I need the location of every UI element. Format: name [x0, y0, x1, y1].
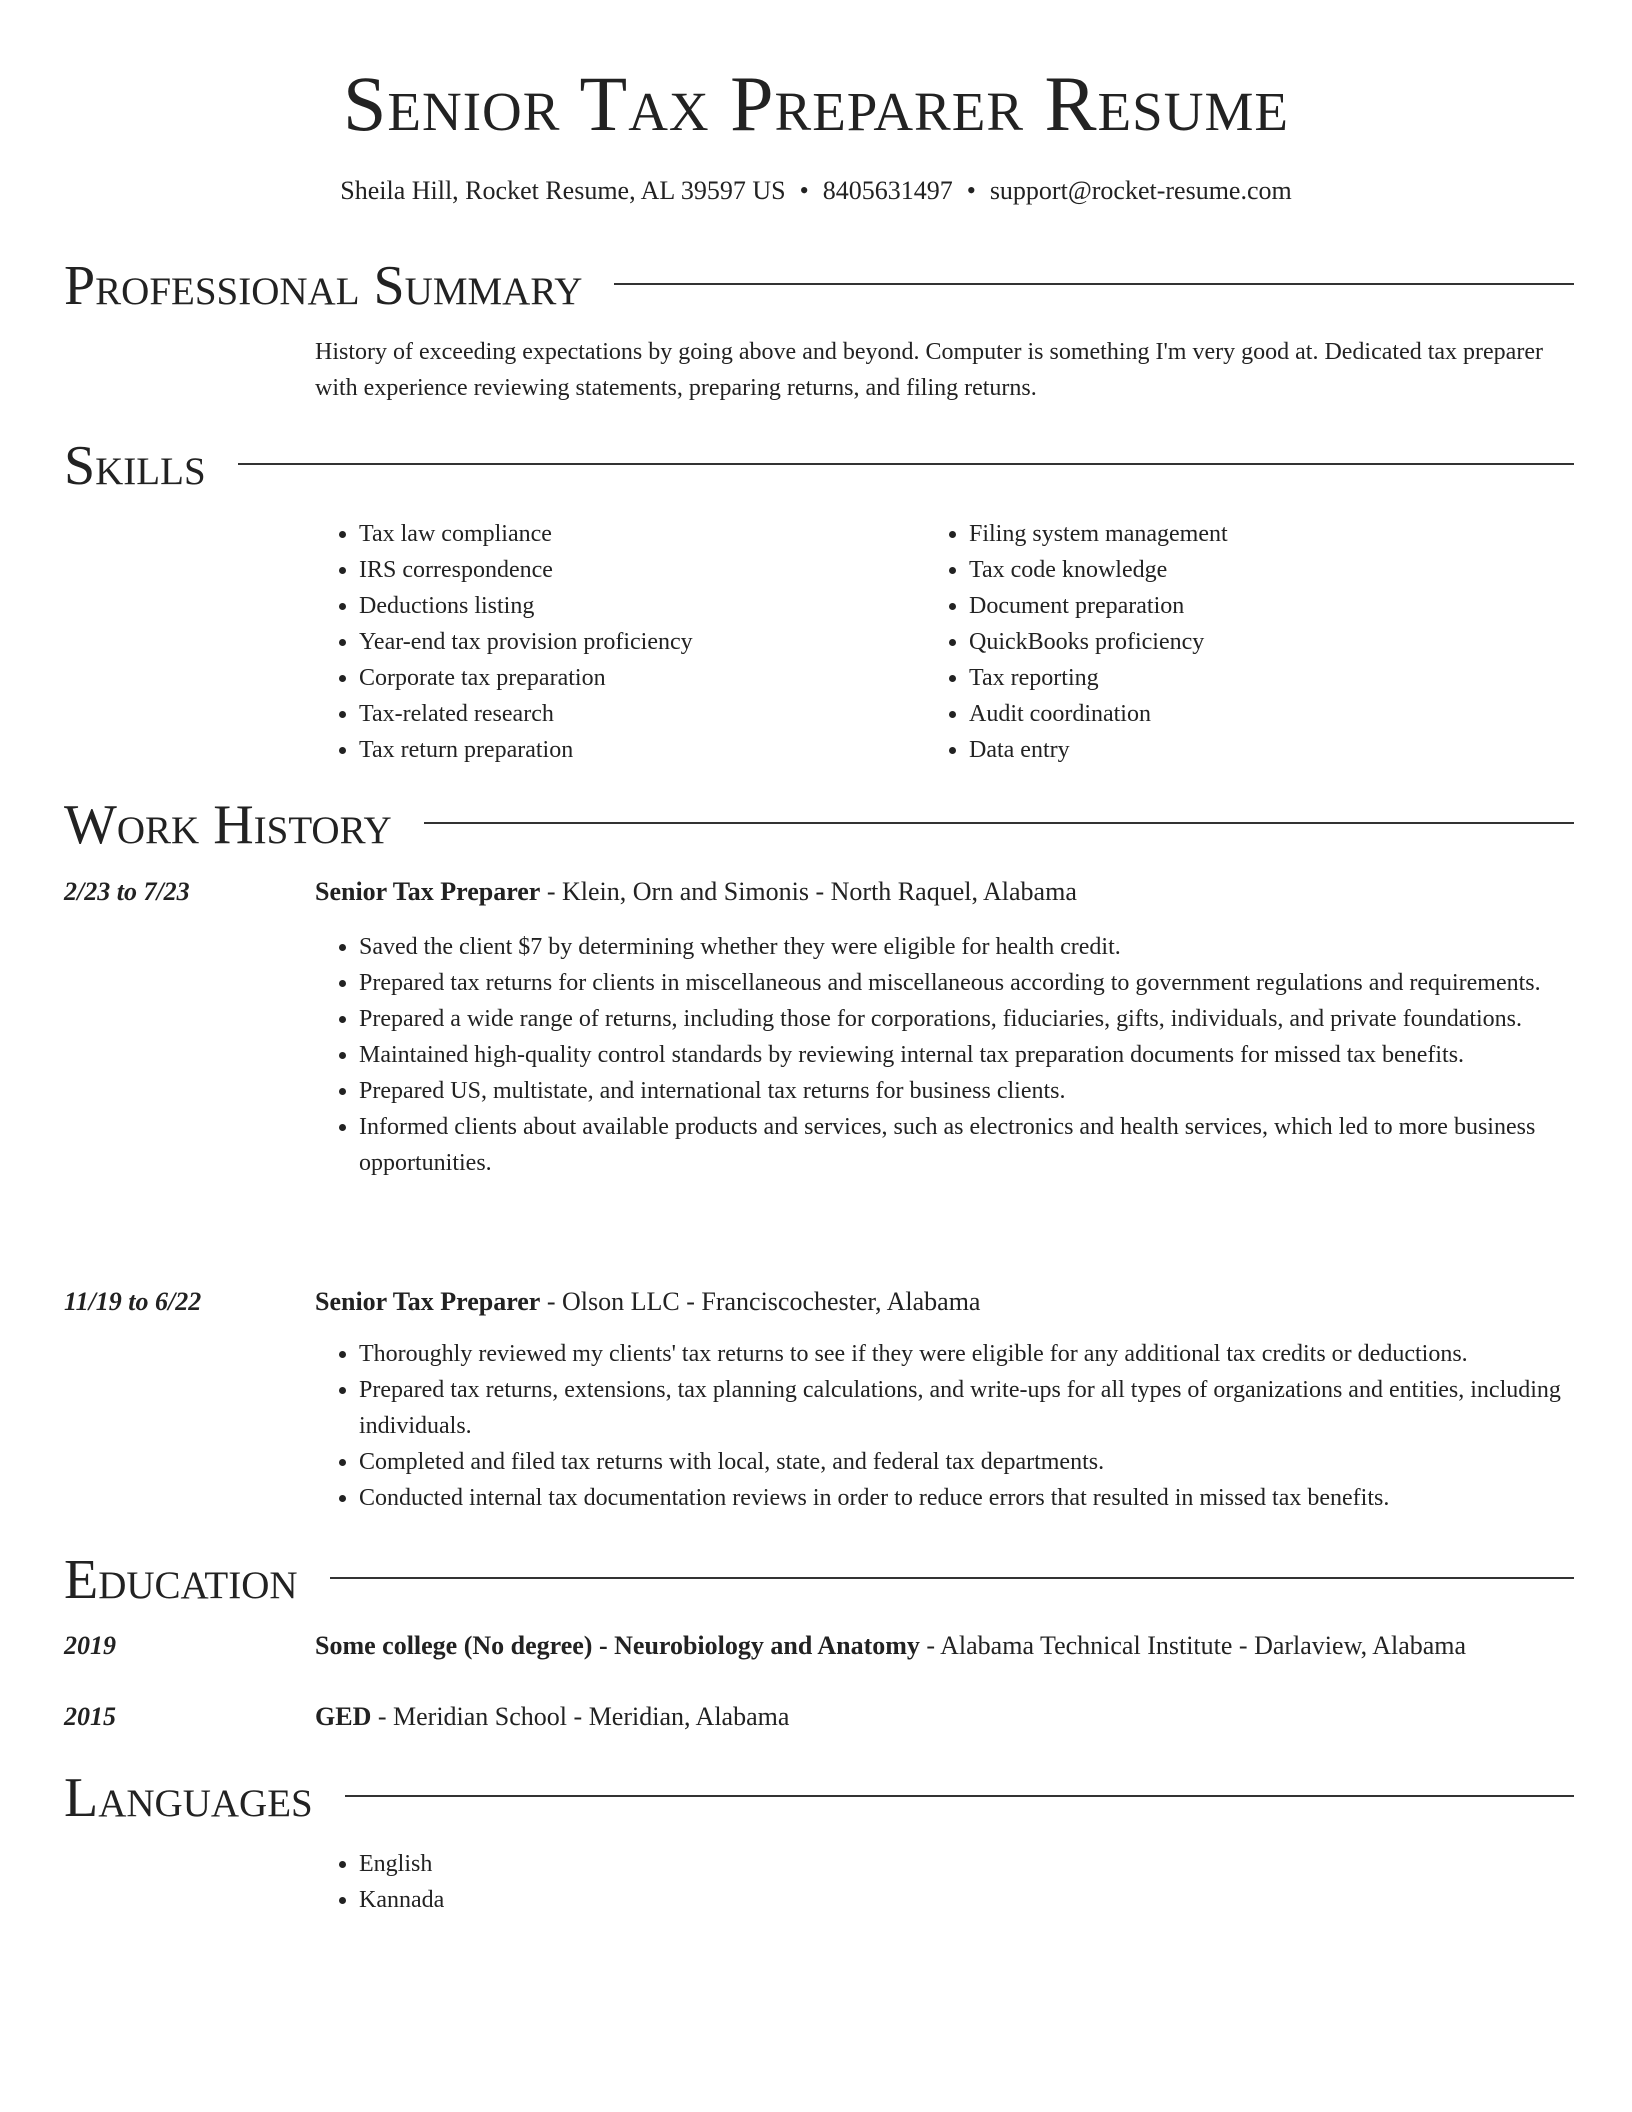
- skill-item: • Audit coordination: [969, 696, 1485, 732]
- skill-item: • Tax return preparation: [359, 732, 875, 768]
- education-degree: GED: [315, 1702, 372, 1731]
- skill-item: • Tax-related research: [359, 696, 875, 732]
- skills-column-right: [925, 516, 1485, 768]
- section-divider: [424, 822, 1574, 824]
- section-header-skills: [64, 436, 1574, 496]
- section-header-work-history: [64, 795, 1574, 855]
- skill-item: • Deductions listing: [359, 588, 875, 624]
- job-bullet: • Informed clients about available products and services, such as electronics and health services, which led to more business opportunities.: [359, 1109, 1565, 1181]
- section-divider: [614, 283, 1574, 285]
- section-title: Education: [64, 1549, 298, 1611]
- skill-item: • QuickBooks proficiency: [969, 624, 1485, 660]
- job-heading: [315, 874, 1575, 910]
- contact-address: Sheila Hill, Rocket Resume, AL 39597 US: [340, 176, 786, 205]
- job-bullet: • Maintained high-quality control standards by reviewing internal tax preparation documents for missed tax benefits.: [359, 1037, 1565, 1073]
- education-degree: Some college (No degree) - Neurobiology and Anatomy: [315, 1631, 920, 1660]
- skill-item: • Tax law compliance: [359, 516, 875, 552]
- education-heading: [315, 1699, 1575, 1735]
- education-heading: [315, 1628, 1575, 1664]
- skill-item: • Data entry: [969, 732, 1485, 768]
- job-role: Senior Tax Preparer: [315, 1287, 541, 1316]
- language-item: • Kannada: [359, 1882, 1565, 1918]
- section-header-languages: [64, 1768, 1574, 1828]
- section-header-education: [64, 1550, 1574, 1610]
- job-bullet: • Completed and filed tax returns with local, state, and federal tax departments.: [359, 1444, 1565, 1480]
- separator-dot: •: [966, 176, 976, 205]
- language-list: [315, 1846, 1565, 1918]
- contact-line: [0, 174, 1632, 208]
- job-bullets: [315, 1336, 1565, 1516]
- job-bullet: • Prepared tax returns, extensions, tax planning calculations, and write-ups for all types of organizations and entities, including individuals.: [359, 1372, 1565, 1444]
- job-bullet: • Prepared US, multistate, and international tax returns for business clients.: [359, 1073, 1565, 1109]
- job-heading: [315, 1284, 1575, 1320]
- job-bullet: • Conducted internal tax documentation reviews in order to reduce errors that resulted in missed tax benefits.: [359, 1480, 1565, 1516]
- page-title: Senior Tax Preparer Resume: [343, 60, 1289, 147]
- job-bullet: • Prepared a wide range of returns, including those for corporations, fiduciaries, gifts, individuals, and private foundations.: [359, 1001, 1565, 1037]
- skill-item: • Year-end tax provision proficiency: [359, 624, 875, 660]
- skill-item: • Filing system management: [969, 516, 1485, 552]
- skills-column-left: [315, 516, 875, 768]
- contact-email[interactable]: support@rocket-resume.com: [989, 176, 1292, 205]
- section-title: Languages: [64, 1767, 313, 1829]
- job-employer: - Klein, Orn and Simonis - North Raquel, Alabama: [540, 877, 1077, 906]
- section-header-summary: [64, 256, 1574, 316]
- skill-item: • Document preparation: [969, 588, 1485, 624]
- education-year: 2015: [64, 1702, 116, 1731]
- skill-item: • Corporate tax preparation: [359, 660, 875, 696]
- job-role: Senior Tax Preparer: [315, 877, 541, 906]
- section-divider: [330, 1577, 1574, 1579]
- section-divider: [345, 1795, 1574, 1797]
- job-dates: 2/23 to 7/23: [64, 877, 190, 906]
- contact-phone: 8405631497: [822, 176, 953, 205]
- summary-text: History of exceeding expectations by going above and beyond. Computer is something I'm very good at. Dedicated tax preparer with experience reviewing statements, preparing returns, and filing returns.: [315, 339, 1543, 401]
- education-school: - Meridian School - Meridian, Alabama: [371, 1702, 790, 1731]
- job-dates: 11/19 to 6/22: [64, 1287, 202, 1316]
- skill-item: • Tax reporting: [969, 660, 1485, 696]
- education-year: 2019: [64, 1631, 116, 1660]
- skill-item: • Tax code knowledge: [969, 552, 1485, 588]
- separator-dot: •: [799, 176, 809, 205]
- section-title: Skills: [64, 435, 206, 497]
- language-item: • English: [359, 1846, 1565, 1882]
- job-bullet: • Prepared tax returns for clients in miscellaneous and miscellaneous according to government regulations and requirements.: [359, 965, 1565, 1001]
- job-employer: - Olson LLC - Franciscochester, Alabama: [540, 1287, 981, 1316]
- section-title: Professional Summary: [64, 255, 583, 317]
- job-bullet: • Thoroughly reviewed my clients' tax returns to see if they were eligible for any additional tax credits or deductions.: [359, 1336, 1565, 1372]
- section-title: Work History: [64, 794, 392, 856]
- job-bullet: • Saved the client $7 by determining whether they were eligible for health credit.: [359, 929, 1565, 965]
- section-divider: [238, 463, 1574, 465]
- job-bullets: [315, 929, 1565, 1181]
- skill-item: • IRS correspondence: [359, 552, 875, 588]
- education-school: - Alabama Technical Institute - Darlaview, Alabama: [919, 1631, 1467, 1660]
